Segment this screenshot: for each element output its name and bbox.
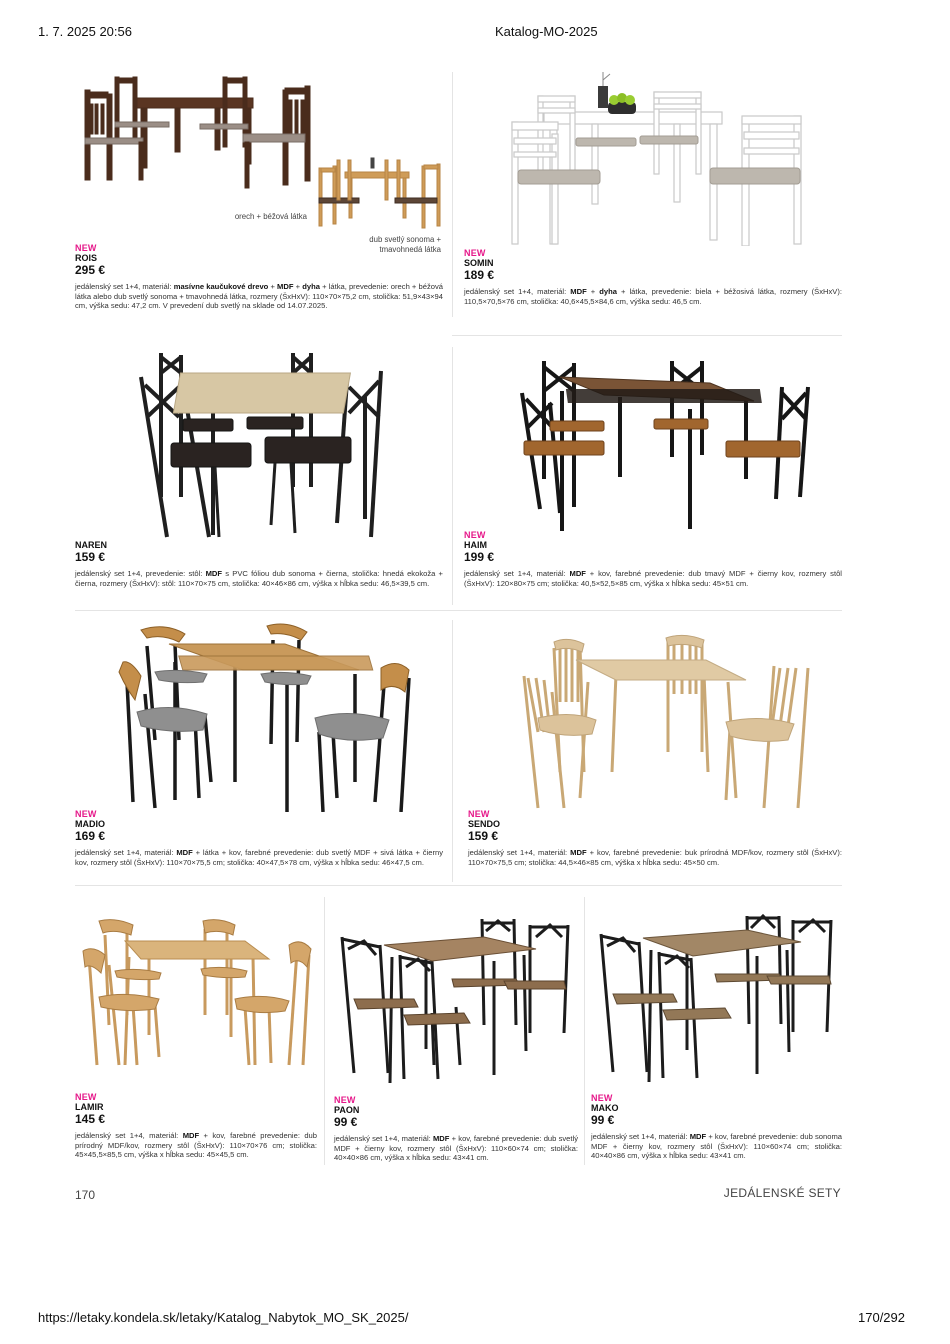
product-image-madio [75,622,443,812]
variant-caption-walnut: orech + béžová látka [234,212,307,221]
product-name: PAON [334,1105,360,1115]
product-card-mako [591,912,842,1165]
product-name: MADIO [75,819,105,829]
product-card-rois [75,72,443,322]
variant-caption-sonoma: dub svetlý sonoma + tmavohnedá látka [369,235,441,254]
row-divider [452,335,842,336]
product-description: jedálenský set 1+4, materiál: MDF + kov, farebné prevedenie: dub svetlý MDF + čierny kov, rozmery stôl (ŠxHxV): 110×60×74 cm; stolička: 40×40×86 cm, výška x hĺbka sedu: 43×41 cm. [334,1134,578,1163]
product-image-haim [464,347,842,532]
product-name: MAKO [591,1103,619,1113]
product-name: LAMIR [75,1102,104,1112]
product-card-madio [75,622,443,880]
new-badge: NEW [75,243,97,253]
product-card-sendo [468,622,842,880]
new-badge: NEW [334,1095,356,1105]
row-divider [75,610,842,611]
product-price: 99 € [591,1113,615,1127]
product-name: SENDO [468,819,501,829]
product-name: ROIS [75,253,98,263]
product-description: jedálenský set 1+4, materiál: MDF + kov, farebné prevedenie: dub tmavý MDF + čierny kov, rozmery stôl (ŠxHxV): 120×80×75 cm; stolička: 40,5×52,5×85 cm, výška x hĺbka sedu: 45×51 cm. [464,569,842,588]
print-page-counter: 170/292 [858,1310,905,1325]
product-price: 159 € [75,550,106,564]
product-card-haim [464,347,842,602]
column-divider [452,347,453,605]
print-url: https://letaky.kondela.sk/letaky/Katalog_Nabytok_MO_SK_2025/ [38,1310,409,1325]
product-price: 189 € [464,268,495,282]
product-image-somin [464,68,842,246]
column-divider [324,897,325,1165]
column-divider [452,620,453,882]
product-price: 295 € [75,263,106,277]
section-title: JEDÁLENSKÉ SETY [723,1186,841,1200]
column-divider [452,72,453,317]
product-image-mako [591,912,842,1084]
product-card-paon [334,915,578,1165]
product-price: 199 € [464,550,495,564]
product-image-sendo [468,622,842,812]
new-badge: NEW [464,248,486,258]
new-badge: NEW [468,809,490,819]
product-image-lamir [75,915,317,1085]
product-card-lamir [75,915,317,1165]
new-badge: NEW [591,1093,613,1103]
new-badge: NEW [464,530,486,540]
product-price: 169 € [75,829,106,843]
product-description: jedálenský set 1+4, materiál: MDF + látka + kov, farebné prevedenie: dub svetlý MDF + sivá látka + čierny kov, rozmery stôl (ŠxHxV): 110×70×75,5 cm; stolička: 40×47,5×78 cm, výška x hĺbka sedu: 46×47,5 cm. [75,848,444,867]
product-price: 159 € [468,829,499,843]
product-image-paon [334,915,578,1085]
product-image-naren [75,347,443,539]
product-description: jedálenský set 1+4, materiál: MDF + kov, farebné prevedenie: buk prírodná MDF/kov, rozmery stôl (ŠxHxV): 110×70×75,5 cm; stolička: 44,5×46×85 cm, výška x hĺbka sedu: 45×50 cm. [468,848,842,867]
product-description: jedálenský set 1+4, materiál: MDF + kov, farebné prevedenie: dub prírodný MDF/kov, rozmery stôl (ŠxHxV): 110×70×76 cm; stolička: 45×45,5×85,5 cm, výška x hĺbka sedu: 45×45,5 cm. [75,1131,317,1160]
print-datetime: 1. 7. 2025 20:56 [38,24,132,39]
new-badge: NEW [75,1092,97,1102]
product-price: 99 € [334,1115,358,1129]
new-badge: NEW [75,809,97,819]
product-description: jedálenský set 1+4, materiál: masívne kaučukové drevo + MDF + dyha + látka, prevedenie: orech + béžová látka alebo dub svetlý sonoma + tmavohnedá látka, rozmery (ŠxHxV): 110×70×75,2 cm, stolička: 51,9×43×94 cm, výška sedu: 47,2 cm. V prevedení dub svetlý na sklade od 14.07.2025. [75,282,443,311]
column-divider [584,897,585,1165]
product-price: 145 € [75,1112,106,1126]
product-name: NAREN [75,540,108,550]
product-description: jedálenský set 1+4, materiál: MDF + kov, farebné prevedenie: dub sonoma MDF + čierny kov, rozmery stôl (ŠxHxV): 110×60×74 cm; stolička: 40×40×86 cm, výška x hĺbka sedu: 43×41 cm. [591,1132,842,1161]
product-name: HAIM [464,540,487,550]
product-card-somin [464,68,842,318]
page-number: 170 [75,1188,96,1202]
product-description: jedálenský set 1+4, materiál: MDF + dyha + látka, prevedenie: biela + béžosivá látka, rozmery (ŠxHxV): 110,5×70,5×76 cm, stolička: 40,6×45,5×84,6 cm, výška sedu: 46,5 cm. [464,287,842,306]
row-divider [75,885,842,886]
print-title: Katalog-MO-2025 [495,24,598,39]
product-name: SOMIN [464,258,494,268]
product-description: jedálenský set 1+4, prevedenie: stôl: MDF s PVC fóliou dub sonoma + čierna, stolička: hnedá ekokoža + čierna, rozmery (ŠxHxV): stôl: 110×70×75 cm, stolička: 40×46×86 cm, výška x hĺbka sedu: 46,5×39,5 cm. [75,569,443,588]
product-card-naren [75,347,443,602]
